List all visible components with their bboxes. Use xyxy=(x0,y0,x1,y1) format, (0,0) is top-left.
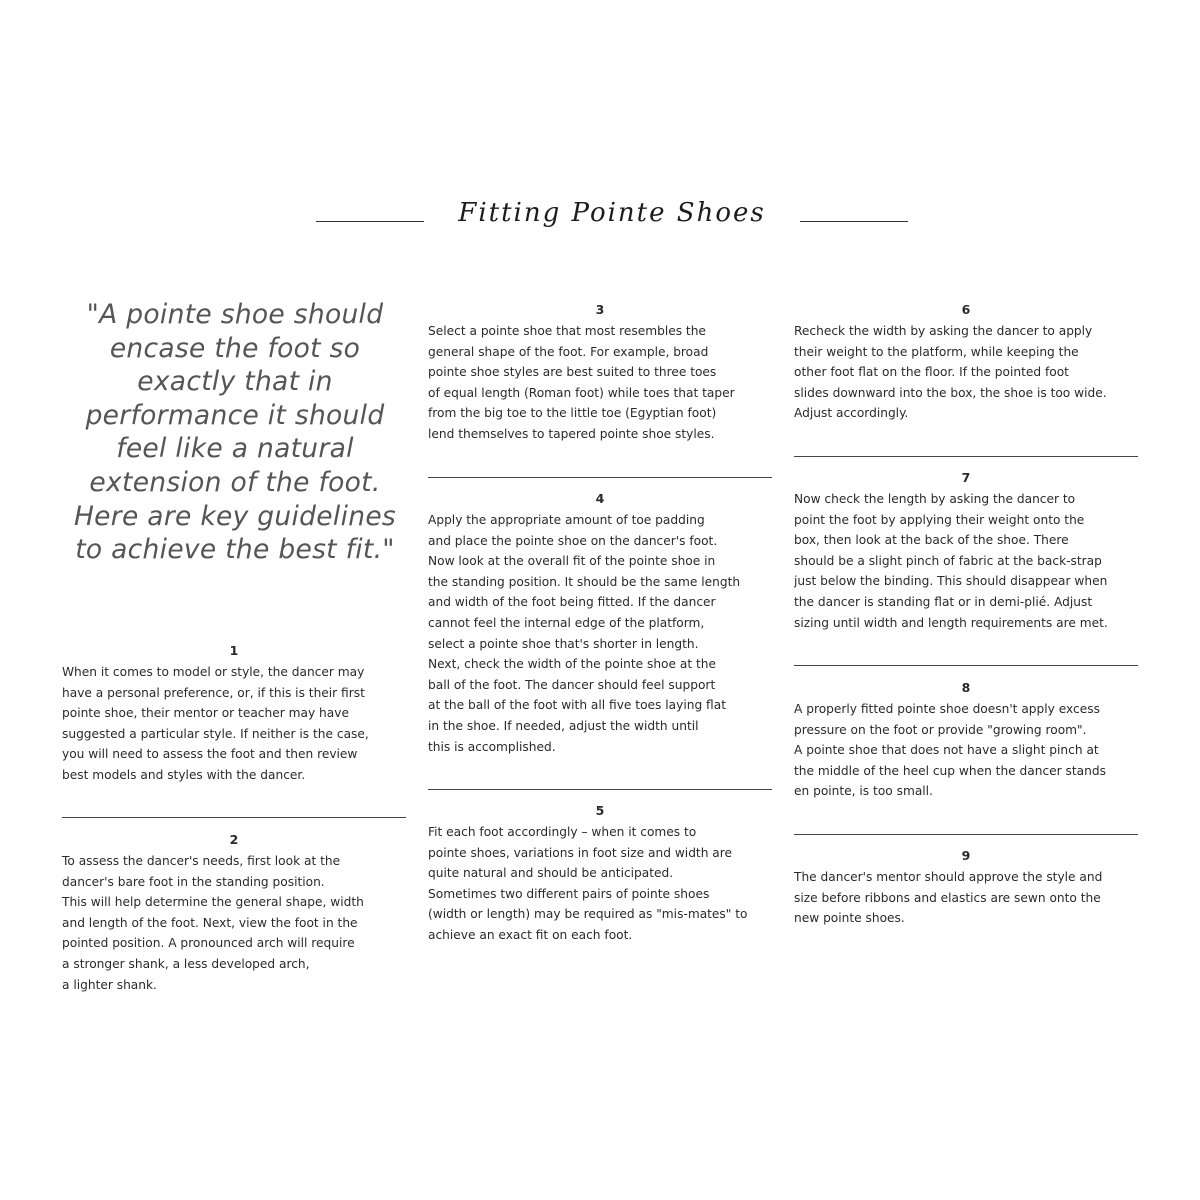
section-line: box, then look at the back of the shoe. There xyxy=(794,533,1069,548)
title-bar xyxy=(0,198,1200,242)
section-line: Apply the appropriate amount of toe padding xyxy=(428,513,705,527)
section-line: When it comes to model or style, the dancer may xyxy=(62,665,365,679)
section-line: A properly fitted pointe shoe doesn't apply excess xyxy=(794,702,1100,716)
section-line: pressure on the foot or provide "growing room". xyxy=(794,722,1087,737)
section-divider xyxy=(428,789,772,790)
page-title: Fitting Pointe Shoes xyxy=(458,198,766,228)
section-line: the standing position. It should be the same length xyxy=(428,574,741,589)
section-divider xyxy=(794,665,1138,666)
section-line: a stronger shank, a less developed arch, xyxy=(62,956,310,971)
section-6 xyxy=(794,301,1138,424)
quote-line: performance it should xyxy=(85,399,385,431)
section-line: en pointe, is too small. xyxy=(794,784,933,799)
section-line: new pointe shoes. xyxy=(794,911,905,926)
quote-line: encase the foot so xyxy=(109,332,361,364)
section-line: you will need to assess the foot and then review xyxy=(62,747,358,762)
section-number: 9 xyxy=(961,848,971,863)
section-line: quite natural and should be anticipated. xyxy=(428,866,674,881)
section-number: 1 xyxy=(229,643,239,658)
section-line: lend themselves to tapered pointe shoe styles. xyxy=(428,426,715,441)
section-line: and length of the foot. Next, view the foot in the xyxy=(62,915,358,930)
section-line: pointe shoe, their mentor or teacher may have xyxy=(62,706,349,721)
section-divider xyxy=(794,456,1138,457)
section-8 xyxy=(794,679,1138,802)
section-line: size before ribbons and elastics are sewn onto the xyxy=(794,890,1101,905)
section-line: other foot flat on the floor. If the pointed foot xyxy=(794,365,1069,380)
section-line: select a pointe shoe that's shorter in length. xyxy=(428,636,699,651)
quote-line: exactly that in xyxy=(137,366,333,398)
section-9 xyxy=(794,847,1138,929)
quote-line: Here are key guidelines xyxy=(73,500,397,532)
section-line: suggested a particular style. If neither is the case, xyxy=(62,726,369,741)
section-line: their weight to the platform, while keeping the xyxy=(794,344,1079,359)
section-line: the middle of the heel cup when the dancer stands xyxy=(794,763,1106,778)
section-2 xyxy=(62,831,406,995)
pull-quote xyxy=(70,298,400,567)
section-line: sizing until width and length requirements are met. xyxy=(794,615,1108,630)
section-line: and place the pointe shoe on the dancer's foot. xyxy=(428,533,718,548)
section-line: Fit each foot accordingly – when it comes to xyxy=(428,825,697,839)
section-divider xyxy=(794,834,1138,835)
section-line: Next, check the width of the pointe shoe at the xyxy=(428,657,717,672)
section-line: pointe shoe styles are best suited to three toes xyxy=(428,365,717,380)
section-line: of equal length (Roman foot) while toes that taper xyxy=(428,385,735,400)
section-number: 3 xyxy=(595,302,605,317)
section-line: should be a slight pinch of fabric at the back-strap xyxy=(794,553,1102,568)
section-line: Select a pointe shoe that most resembles the xyxy=(428,324,706,338)
section-1 xyxy=(62,642,406,786)
section-number: 4 xyxy=(595,491,605,506)
title-rule-right xyxy=(800,221,908,222)
section-number: 2 xyxy=(229,832,239,847)
section-line: Now look at the overall fit of the pointe shoe in xyxy=(428,554,716,569)
quote-line: extension of the foot. xyxy=(89,466,381,498)
section-line: A pointe shoe that does not have a slight pinch at xyxy=(794,743,1099,758)
section-line: dancer's bare foot in the standing position. xyxy=(62,874,325,889)
section-number: 7 xyxy=(961,470,971,485)
section-line: general shape of the foot. For example, broad xyxy=(428,344,709,359)
section-7 xyxy=(794,469,1138,633)
section-line: just below the binding. This should disappear when xyxy=(794,574,1108,589)
section-line: pointed position. A pronounced arch will require xyxy=(62,936,355,951)
section-line: Sometimes two different pairs of pointe shoes xyxy=(428,886,710,901)
section-line: point the foot by applying their weight onto the xyxy=(794,512,1085,527)
section-line: slides downward into the box, the shoe is too wide. xyxy=(794,385,1107,400)
section-number: 6 xyxy=(961,302,971,317)
section-line: pointe shoes, variations in foot size and width are xyxy=(428,845,733,860)
section-4 xyxy=(428,490,772,757)
section-3 xyxy=(428,301,772,445)
section-line: This will help determine the general shape, width xyxy=(62,895,364,910)
section-line: Now check the length by asking the dancer to xyxy=(794,492,1076,506)
section-line: Recheck the width by asking the dancer to apply xyxy=(794,324,1093,338)
section-line: Adjust accordingly. xyxy=(794,406,909,421)
quote-line: "A pointe shoe should xyxy=(86,299,384,330)
section-line: To assess the dancer's needs, first look at the xyxy=(62,854,341,868)
quote-line: feel like a natural xyxy=(116,433,354,465)
section-line: at the ball of the foot with all five toes laying flat xyxy=(428,698,726,713)
title-rule-left xyxy=(316,221,424,222)
section-line: The dancer's mentor should approve the style and xyxy=(794,870,1103,884)
section-line: have a personal preference, or, if this is their first xyxy=(62,685,365,700)
section-divider xyxy=(62,817,406,818)
section-line: a lighter shank. xyxy=(62,977,157,992)
section-line: best models and styles with the dancer. xyxy=(62,767,306,782)
section-line: this is accomplished. xyxy=(428,739,556,754)
section-line: the dancer is standing flat or in demi-plié. Adjust xyxy=(794,594,1093,609)
section-number: 8 xyxy=(961,680,971,695)
quote-line: to achieve the best fit." xyxy=(75,534,395,566)
section-line: ball of the foot. The dancer should feel support xyxy=(428,677,716,692)
section-line: cannot feel the internal edge of the platform, xyxy=(428,615,705,630)
section-line: from the big toe to the little toe (Egyptian foot) xyxy=(428,406,717,421)
section-5 xyxy=(428,802,772,946)
section-divider xyxy=(428,477,772,478)
section-line: (width or length) may be required as "mis-mates" to xyxy=(428,907,748,922)
section-line: and width of the foot being fitted. If the dancer xyxy=(428,595,716,610)
section-line: achieve an exact fit on each foot. xyxy=(428,927,633,942)
section-number: 5 xyxy=(595,803,605,818)
section-line: in the shoe. If needed, adjust the width until xyxy=(428,718,699,733)
